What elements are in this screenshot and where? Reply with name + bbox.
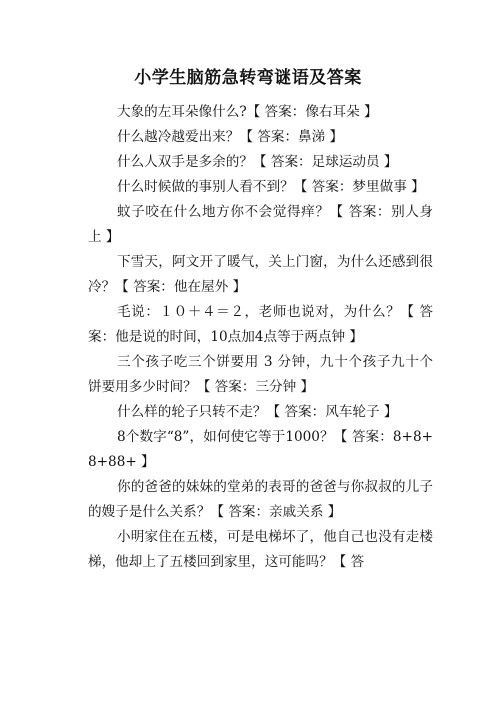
riddle-item: 下雪天，阿文开了暖气，关上门窗，为什么还感到很冷？【 答案：他在屋外 】: [88, 254, 433, 295]
riddle-item: 什么人双手是多余的？【 答案：足球运动员 】: [117, 154, 398, 170]
riddle-item: 什么样的轮子只转不走？【 答案：风车轮子 】: [117, 404, 398, 420]
riddle-item: 大象的左耳朵像什么?【 答案：像右耳朵 】: [117, 104, 378, 120]
riddle-item: 毛说：１０＋４＝２，老师也说对，为什么？【 答案：他是说的时间，10点加4点等于两点钟 】: [88, 304, 433, 345]
riddle-list: [88, 100, 433, 575]
riddle-item: 蚊子咬在什么地方你不会觉得痒？【 答案：别人身上 】: [88, 204, 433, 245]
page-title: 小学生脑筋急转弯谜语及答案: [134, 68, 362, 88]
riddle-item: 小明家住在五楼，可是电梯坏了，他自己也没有走楼梯，他却上了五楼回到家里，这可能吗？【 答: [88, 529, 433, 570]
riddle-item: 你的爸爸的妹妹的堂弟的表哥的爸爸与你叔叔的儿子的嫂子是什么关系？【 答案：亲戚关系 】: [88, 479, 433, 520]
riddle-item: 什么越冷越爱出来？【 答案：鼻涕 】: [117, 129, 344, 145]
riddle-item: 8个数字“8”，如何使它等于1000？【 答案：8+8+8+88+ 】: [88, 429, 433, 470]
riddle-item: 三个孩子吃三个饼要用 3 分钟，九十个孩子九十个饼要用多少时间？【 答案：三分钟 】: [88, 354, 433, 395]
riddle-item: 什么时候做的事别人看不到？【 答案：梦里做事 】: [117, 179, 425, 195]
